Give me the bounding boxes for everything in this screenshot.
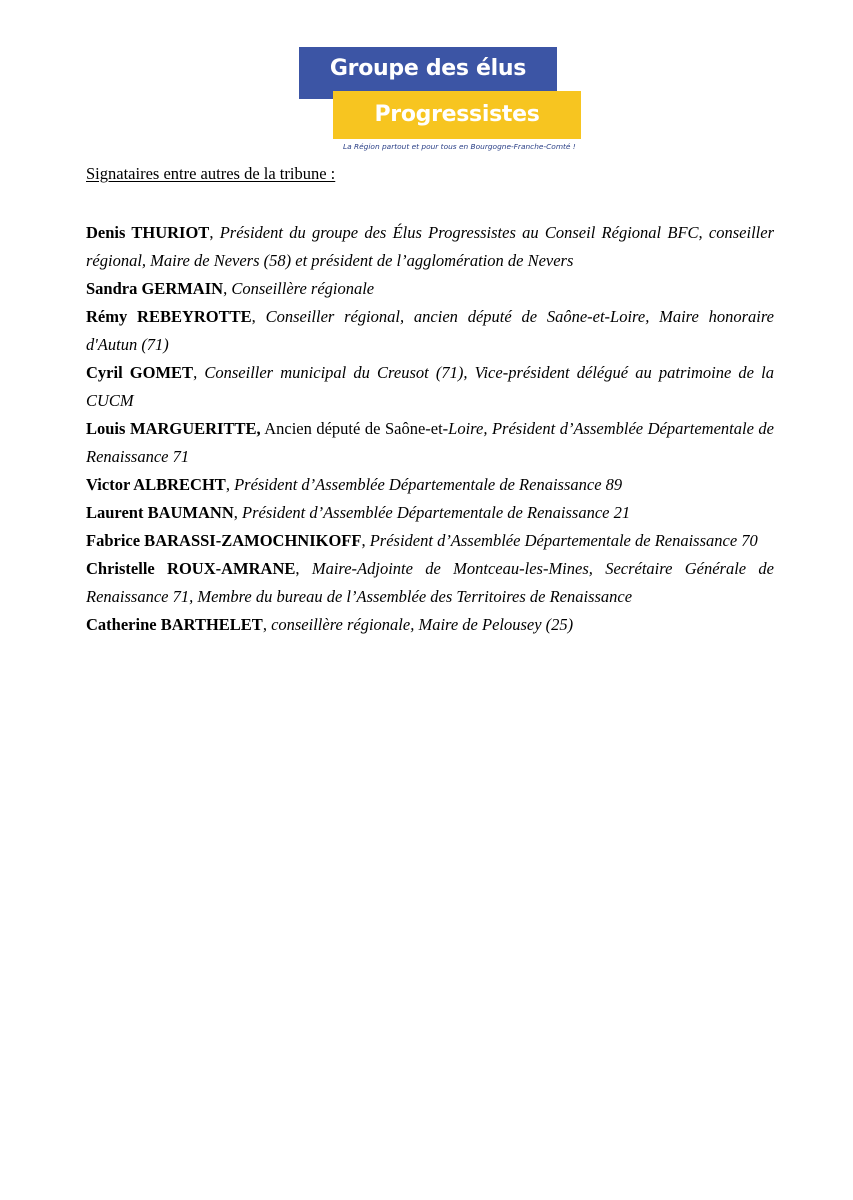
- signatory-role: conseillère régionale, Maire de Pelousey (25): [271, 615, 574, 634]
- signatory-separator: ,: [193, 363, 205, 382]
- signatory-separator: ,: [295, 559, 312, 578]
- signatory-item: [86, 499, 774, 527]
- signatory-role: Président d’Assemblée Départementale de Renaissance 21: [242, 503, 631, 522]
- signatory-role: Conseillère régionale: [231, 279, 375, 298]
- signatory-name: Rémy REBEYROTTE: [86, 307, 252, 326]
- signatory-separator: ,: [251, 307, 266, 326]
- signatory-item: [86, 303, 774, 359]
- signatory-role: Président d’Assemblée Départementale de Renaissance 70: [369, 531, 758, 550]
- signatory-item: [86, 527, 774, 555]
- signatory-separator: ,: [223, 279, 232, 298]
- signatory-name: Laurent BAUMANN: [86, 503, 234, 522]
- signatory-role: Loire, Président d’Assemblée Départementale de Renaissance 71: [86, 419, 774, 466]
- signatory-item: [86, 275, 774, 303]
- signatory-item: [86, 415, 774, 471]
- logo-line1: Groupe des élus: [329, 56, 527, 81]
- signatory-separator: ,: [225, 475, 235, 494]
- signatory-name: Catherine BARTHELET: [86, 615, 263, 634]
- section-title: Signataires entre autres de la tribune :: [86, 164, 336, 183]
- signatory-separator: ,: [233, 503, 242, 522]
- signatory-separator: ,: [209, 223, 220, 242]
- signatory-list: [86, 219, 774, 639]
- signatory-role: Président du groupe des Élus Progressistes au Conseil Régional BFC, conseiller régional, Maire de Nevers (58) et président de l’agglomération de Nevers: [86, 223, 774, 270]
- signatory-item: [86, 219, 774, 275]
- signatory-name: Denis THURIOT: [86, 223, 210, 242]
- signatory-name: Victor ALBRECHT: [86, 475, 226, 494]
- signatory-role: Conseiller régional, ancien député de Saône-et-Loire, Maire honoraire d'Autun (71): [86, 307, 774, 354]
- signatory-role: Conseiller municipal du Creusot (71), Vice-président délégué au patrimoine de la CUCM: [86, 363, 774, 410]
- signatory-item: [86, 359, 774, 415]
- signatory-name: Cyril GOMET: [86, 363, 194, 382]
- signatory-role: Maire-Adjointe de Montceau-les-Mines, Secrétaire Générale de Renaissance 71, Membre du bureau de l’Assemblée des Territoires de Renaissance: [86, 559, 774, 606]
- signatory-name: Christelle ROUX-AMRANE: [86, 559, 296, 578]
- signatory-item: [86, 555, 774, 611]
- party-logo: [299, 47, 584, 157]
- signatory-separator: ,: [262, 615, 272, 634]
- signatory-name: Louis MARGUERITTE,: [86, 419, 261, 438]
- signatory-role: Président d’Assemblée Départementale de Renaissance 89: [234, 475, 623, 494]
- signatory-item: [86, 471, 774, 499]
- logo-tagline: La Région partout et pour tous en Bourgogne-Franche-Comté !: [343, 142, 576, 151]
- logo-line2: Progressistes: [374, 102, 540, 127]
- signatory-name: Fabrice BARASSI-ZAMOCHNIKOFF: [86, 531, 362, 550]
- signatory-name: Sandra GERMAIN: [86, 279, 224, 298]
- signatory-role-plain: Ancien député de Saône-et-: [264, 419, 449, 438]
- signatory-item: [86, 611, 774, 639]
- logo-banner-yellow: [333, 91, 581, 139]
- signatory-separator: ,: [361, 531, 370, 550]
